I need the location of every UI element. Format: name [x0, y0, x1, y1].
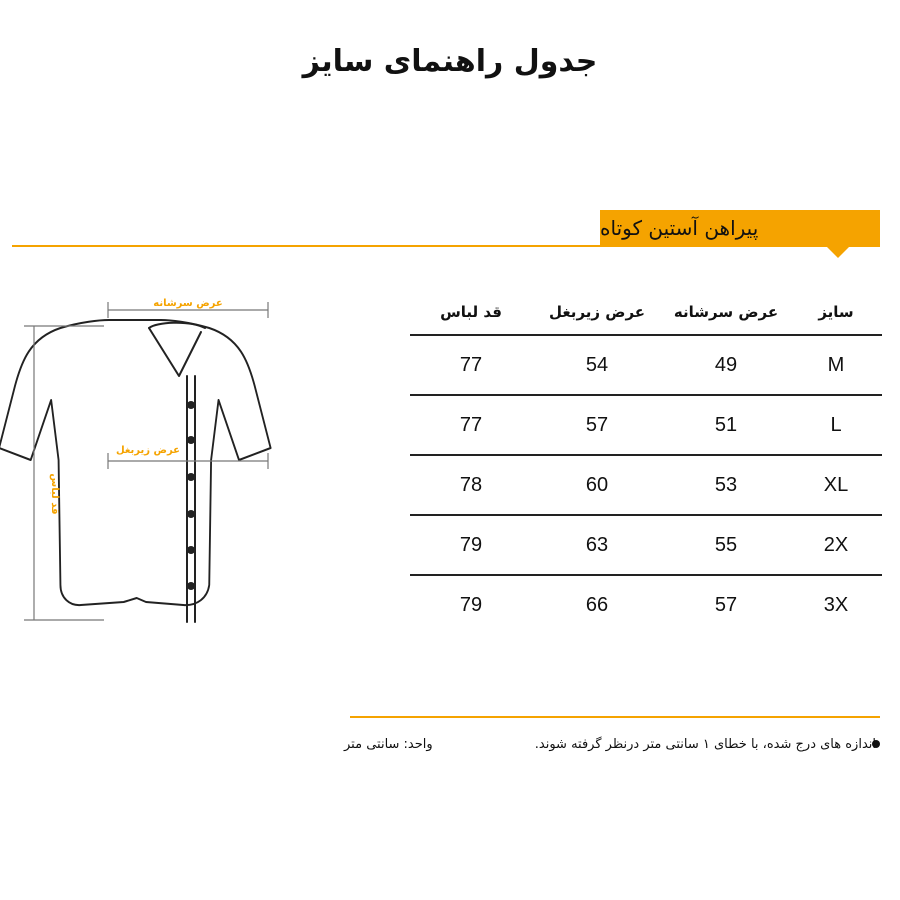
- shirt-collar: [149, 328, 201, 376]
- section-tab: [600, 210, 880, 246]
- notes-divider: [350, 716, 880, 718]
- cell-length: 77: [410, 335, 532, 395]
- cell-shoulder: 51: [662, 395, 790, 455]
- cell-size: 2X: [790, 515, 882, 575]
- cell-length: 79: [410, 515, 532, 575]
- cell-armpit: 63: [532, 515, 662, 575]
- section-tab-notch: [826, 246, 850, 258]
- shirt-outline: [0, 320, 271, 605]
- header-armpit: عرض زیربغل: [532, 290, 662, 335]
- table-row: [410, 395, 882, 455]
- header-length: قد لباس: [410, 290, 532, 335]
- cell-armpit: 66: [585, 593, 609, 616]
- shoulder-label: عرض سرشانه: [153, 298, 223, 309]
- cell-size: XL: [790, 455, 882, 515]
- cell-armpit: 57: [532, 395, 662, 455]
- cell-shoulder: 57: [714, 593, 738, 616]
- cell-size: 3X: [823, 593, 849, 616]
- cell-shoulder: 49: [662, 335, 790, 395]
- armpit-label: عرض زیربغل: [115, 445, 181, 456]
- table-header-row: [410, 290, 882, 335]
- cell-armpit: 60: [532, 455, 662, 515]
- section-title: پیراهن آستین کوتاه: [600, 216, 759, 240]
- size-table: [410, 290, 882, 634]
- table-row: [410, 455, 882, 515]
- cell-length: 78: [410, 455, 532, 515]
- unit-note: واحد: سانتی متر: [344, 737, 433, 752]
- cell-length: 79: [459, 593, 483, 616]
- length-label: قد لباس: [49, 473, 60, 515]
- cell-shoulder: 53: [662, 455, 790, 515]
- shirt-diagram: [0, 280, 300, 640]
- table-row: [410, 335, 882, 395]
- cell-length: 77: [410, 395, 532, 455]
- header-shoulder: عرض سرشانه: [662, 290, 790, 335]
- cell-armpit: 54: [532, 335, 662, 395]
- measurement-note: اندازه های درج شده، با خطای ۱ سانتی متر درنظر گرفته شوند.: [534, 737, 876, 752]
- cell-shoulder: 55: [662, 515, 790, 575]
- shirt-buttons: [187, 401, 195, 590]
- table-row: [410, 515, 882, 575]
- header-size: سایز: [790, 290, 882, 335]
- cell-size: M: [790, 335, 882, 395]
- cell-size: L: [790, 395, 882, 455]
- table-row: [410, 575, 882, 634]
- page-title: جدول راهنمای سایز: [302, 44, 598, 79]
